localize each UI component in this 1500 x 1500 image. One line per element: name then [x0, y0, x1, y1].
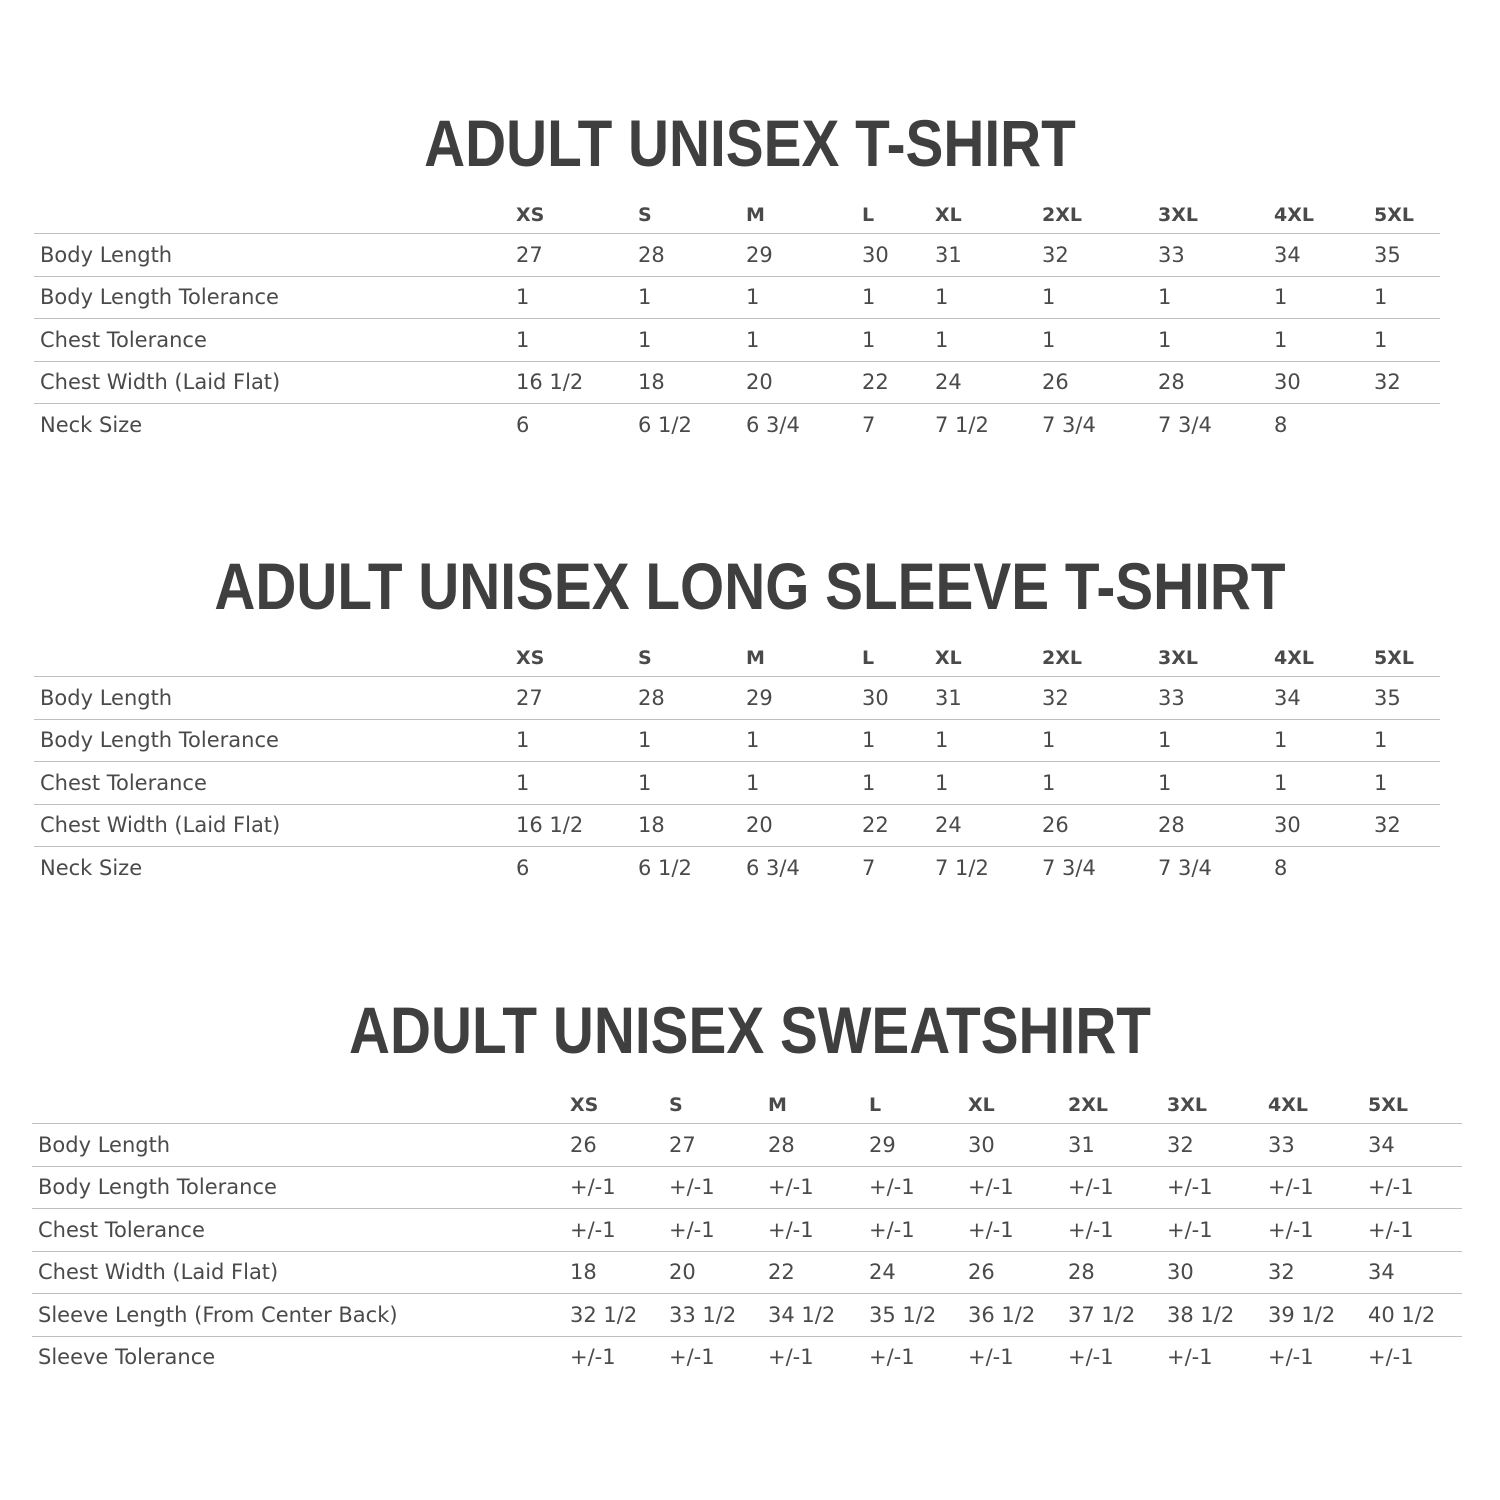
table-cell: +/-1 — [663, 1166, 762, 1209]
table-cell: +/-1 — [962, 1336, 1062, 1378]
table-cell: 33 — [1262, 1124, 1362, 1167]
table-cell: 1 — [632, 762, 740, 805]
table-cell: +/-1 — [1362, 1336, 1462, 1378]
row-label: Chest Width (Laid Flat) — [34, 361, 510, 404]
table-cell: 1 — [929, 276, 1036, 319]
row-label: Chest Width (Laid Flat) — [34, 804, 510, 847]
table-cell: 1 — [1268, 276, 1368, 319]
size-header: 4XL — [1268, 1094, 1308, 1116]
table-cell: 1 — [1036, 319, 1152, 362]
table-cell: 1 — [1368, 719, 1440, 762]
row-label: Body Length Tolerance — [32, 1166, 564, 1209]
table-cell: 26 — [1036, 804, 1152, 847]
table-cell: 1 — [510, 719, 632, 762]
table-row — [34, 276, 1440, 319]
table-row — [32, 1336, 1462, 1378]
table-cell: 6 — [510, 404, 632, 446]
table-cell: 38 1/2 — [1161, 1294, 1262, 1337]
table-cell: 34 — [1362, 1251, 1462, 1294]
table-cell: 1 — [1152, 276, 1268, 319]
table-cell: 31 — [1062, 1124, 1161, 1167]
table-cell: 28 — [1152, 361, 1268, 404]
table-cell: +/-1 — [1262, 1336, 1362, 1378]
table-cell: 32 — [1036, 677, 1152, 720]
table-cell: 29 — [740, 677, 856, 720]
table-cell: 18 — [632, 804, 740, 847]
size-header: XL — [935, 204, 962, 226]
table-cell: 28 — [1062, 1251, 1161, 1294]
table-cell: +/-1 — [564, 1209, 663, 1252]
table-cell — [1368, 847, 1440, 889]
table-row — [34, 804, 1440, 847]
table-cell: +/-1 — [1062, 1209, 1161, 1252]
table-row — [34, 319, 1440, 362]
table-row — [34, 719, 1440, 762]
table-cell: +/-1 — [1062, 1166, 1161, 1209]
table-cell: 1 — [1152, 319, 1268, 362]
row-label: Chest Tolerance — [32, 1209, 564, 1252]
table-cell: 6 3/4 — [740, 847, 856, 889]
table-cell: +/-1 — [1161, 1336, 1262, 1378]
table-cell: 40 1/2 — [1362, 1294, 1462, 1337]
table-cell: 27 — [663, 1124, 762, 1167]
size-header: XL — [935, 647, 962, 669]
size-header: M — [768, 1094, 787, 1116]
table-row — [32, 1124, 1462, 1167]
table-cell: +/-1 — [863, 1209, 962, 1252]
size-header: 3XL — [1158, 204, 1198, 226]
size-table — [32, 1085, 1462, 1378]
size-table — [34, 638, 1440, 889]
table-cell: 1 — [1268, 719, 1368, 762]
table-cell: 1 — [1152, 762, 1268, 805]
table-cell: 7 3/4 — [1036, 847, 1152, 889]
table-cell: 1 — [632, 276, 740, 319]
table-cell: 28 — [762, 1124, 863, 1167]
size-header: 2XL — [1042, 647, 1082, 669]
table-cell: 34 1/2 — [762, 1294, 863, 1337]
table-cell: 6 1/2 — [632, 404, 740, 446]
table-cell: 1 — [929, 719, 1036, 762]
size-header: XL — [968, 1094, 995, 1116]
table-cell: 1 — [929, 762, 1036, 805]
row-label: Sleeve Tolerance — [32, 1336, 564, 1378]
header-spacer — [34, 638, 510, 677]
table-row — [32, 1166, 1462, 1209]
size-header: XS — [570, 1094, 599, 1116]
size-header: XS — [516, 647, 545, 669]
table-cell: 7 1/2 — [929, 847, 1036, 889]
table-cell: 16 1/2 — [510, 361, 632, 404]
table-cell: 26 — [962, 1251, 1062, 1294]
size-header: 4XL — [1274, 647, 1314, 669]
table-cell: +/-1 — [762, 1166, 863, 1209]
table-cell: 7 3/4 — [1152, 847, 1268, 889]
size-header: M — [746, 647, 765, 669]
table-cell: +/-1 — [762, 1209, 863, 1252]
size-header: 2XL — [1042, 204, 1082, 226]
table-cell: 1 — [510, 319, 632, 362]
row-label: Body Length — [32, 1124, 564, 1167]
size-header: XS — [516, 204, 545, 226]
table-cell: +/-1 — [863, 1166, 962, 1209]
table-cell: 20 — [740, 804, 856, 847]
table-row — [34, 361, 1440, 404]
table-row — [34, 847, 1440, 889]
row-label: Chest Tolerance — [34, 319, 510, 362]
table-cell: 32 — [1262, 1251, 1362, 1294]
size-header: 3XL — [1158, 647, 1198, 669]
table-cell: 33 — [1152, 677, 1268, 720]
size-header: 5XL — [1368, 1094, 1408, 1116]
table-cell: +/-1 — [1362, 1209, 1462, 1252]
size-header: L — [862, 647, 875, 669]
table-cell: 1 — [740, 719, 856, 762]
table-cell: 30 — [856, 234, 929, 277]
table-cell: 26 — [564, 1124, 663, 1167]
table-cell: 6 3/4 — [740, 404, 856, 446]
table-cell: 8 — [1268, 404, 1368, 446]
table-cell: 34 — [1362, 1124, 1462, 1167]
table-cell: 18 — [632, 361, 740, 404]
row-label: Body Length — [34, 677, 510, 720]
table-cell: 27 — [510, 234, 632, 277]
size-header: 5XL — [1374, 647, 1414, 669]
table-cell: 16 1/2 — [510, 804, 632, 847]
table-cell: 7 — [856, 847, 929, 889]
size-header: 2XL — [1068, 1094, 1108, 1116]
chart-title: ADULT UNISEX SWEATSHIRT — [348, 993, 1151, 1067]
table-cell: 31 — [929, 677, 1036, 720]
table-cell: +/-1 — [962, 1209, 1062, 1252]
row-label: Sleeve Length (From Center Back) — [32, 1294, 564, 1337]
table-cell: 34 — [1268, 677, 1368, 720]
table-cell: 35 1/2 — [863, 1294, 962, 1337]
table-cell: +/-1 — [564, 1336, 663, 1378]
table-cell: 22 — [856, 361, 929, 404]
table-cell: 1 — [1268, 762, 1368, 805]
chart-title: ADULT UNISEX T-SHIRT — [424, 106, 1076, 180]
table-cell: +/-1 — [1062, 1336, 1161, 1378]
table-row — [34, 762, 1440, 805]
size-header: S — [638, 647, 652, 669]
table-cell: 30 — [856, 677, 929, 720]
table-cell: 20 — [663, 1251, 762, 1294]
table-cell: 1 — [632, 319, 740, 362]
table-cell: 1 — [1036, 719, 1152, 762]
table-cell: 7 — [856, 404, 929, 446]
table-row — [32, 1294, 1462, 1337]
table-cell: 1 — [632, 719, 740, 762]
table-cell: 32 1/2 — [564, 1294, 663, 1337]
table-cell: 1 — [510, 276, 632, 319]
table-cell: 6 — [510, 847, 632, 889]
table-cell: +/-1 — [1262, 1209, 1362, 1252]
table-row — [32, 1251, 1462, 1294]
table-cell: 34 — [1268, 234, 1368, 277]
table-cell: +/-1 — [1161, 1209, 1262, 1252]
table-cell: 33 1/2 — [663, 1294, 762, 1337]
table-cell: 22 — [856, 804, 929, 847]
size-header-row — [32, 1085, 1462, 1124]
table-cell: 1 — [856, 719, 929, 762]
table-cell: 8 — [1268, 847, 1368, 889]
table-row — [32, 1209, 1462, 1252]
table-cell: +/-1 — [962, 1166, 1062, 1209]
table-cell: 1 — [1368, 276, 1440, 319]
table-cell: 18 — [564, 1251, 663, 1294]
row-label: Neck Size — [34, 847, 510, 889]
size-table — [34, 195, 1440, 446]
size-header: L — [862, 204, 875, 226]
chart-title: ADULT UNISEX LONG SLEEVE T-SHIRT — [214, 549, 1286, 623]
header-spacer — [32, 1085, 564, 1124]
row-label: Body Length — [34, 234, 510, 277]
table-cell: +/-1 — [564, 1166, 663, 1209]
size-header: 3XL — [1167, 1094, 1207, 1116]
table-cell: 7 3/4 — [1036, 404, 1152, 446]
table-cell: +/-1 — [863, 1336, 962, 1378]
table-cell: 26 — [1036, 361, 1152, 404]
table-cell: 24 — [929, 361, 1036, 404]
row-label: Body Length Tolerance — [34, 719, 510, 762]
table-row — [34, 404, 1440, 446]
header-spacer — [34, 195, 510, 234]
table-cell: 1 — [740, 762, 856, 805]
size-header: S — [638, 204, 652, 226]
table-cell: 20 — [740, 361, 856, 404]
table-row — [34, 677, 1440, 720]
table-cell: 1 — [856, 762, 929, 805]
table-cell: 1 — [1036, 276, 1152, 319]
size-header: L — [869, 1094, 882, 1116]
table-cell: 30 — [1268, 361, 1368, 404]
table-cell: 7 1/2 — [929, 404, 1036, 446]
table-cell: 28 — [632, 677, 740, 720]
size-header-row — [34, 638, 1440, 677]
table-cell: 30 — [1161, 1251, 1262, 1294]
table-cell: 32 — [1036, 234, 1152, 277]
table-cell: 39 1/2 — [1262, 1294, 1362, 1337]
table-cell: 37 1/2 — [1062, 1294, 1161, 1337]
size-header-row — [34, 195, 1440, 234]
table-cell: 7 3/4 — [1152, 404, 1268, 446]
table-cell: 24 — [863, 1251, 962, 1294]
row-label: Chest Width (Laid Flat) — [32, 1251, 564, 1294]
table-cell: +/-1 — [663, 1209, 762, 1252]
size-header: 4XL — [1274, 204, 1314, 226]
table-cell: 22 — [762, 1251, 863, 1294]
table-cell: 1 — [856, 276, 929, 319]
table-cell: 24 — [929, 804, 1036, 847]
table-cell: 28 — [1152, 804, 1268, 847]
row-label: Neck Size — [34, 404, 510, 446]
table-cell: 30 — [1268, 804, 1368, 847]
table-cell: +/-1 — [1161, 1166, 1262, 1209]
table-cell: 1 — [1268, 319, 1368, 362]
table-cell: +/-1 — [1362, 1166, 1462, 1209]
table-cell: 30 — [962, 1124, 1062, 1167]
table-cell: 1 — [1152, 719, 1268, 762]
size-header: S — [669, 1094, 683, 1116]
table-cell: 1 — [856, 319, 929, 362]
table-cell: 1 — [740, 276, 856, 319]
table-cell: 32 — [1368, 361, 1440, 404]
size-header: M — [746, 204, 765, 226]
table-cell: 27 — [510, 677, 632, 720]
table-cell: 32 — [1161, 1124, 1262, 1167]
table-cell: 28 — [632, 234, 740, 277]
table-cell: 1 — [1368, 319, 1440, 362]
table-cell: 1 — [510, 762, 632, 805]
table-cell — [1368, 404, 1440, 446]
table-cell: 33 — [1152, 234, 1268, 277]
table-cell: 35 — [1368, 677, 1440, 720]
table-cell: 29 — [863, 1124, 962, 1167]
row-label: Chest Tolerance — [34, 762, 510, 805]
table-cell: +/-1 — [663, 1336, 762, 1378]
table-row — [34, 234, 1440, 277]
size-header: 5XL — [1374, 204, 1414, 226]
table-cell: 35 — [1368, 234, 1440, 277]
table-cell: 32 — [1368, 804, 1440, 847]
table-cell: 29 — [740, 234, 856, 277]
table-cell: 1 — [1368, 762, 1440, 805]
table-cell: 36 1/2 — [962, 1294, 1062, 1337]
table-cell: +/-1 — [1262, 1166, 1362, 1209]
table-cell: +/-1 — [762, 1336, 863, 1378]
table-cell: 6 1/2 — [632, 847, 740, 889]
table-cell: 31 — [929, 234, 1036, 277]
table-cell: 1 — [929, 319, 1036, 362]
row-label: Body Length Tolerance — [34, 276, 510, 319]
table-cell: 1 — [740, 319, 856, 362]
table-cell: 1 — [1036, 762, 1152, 805]
